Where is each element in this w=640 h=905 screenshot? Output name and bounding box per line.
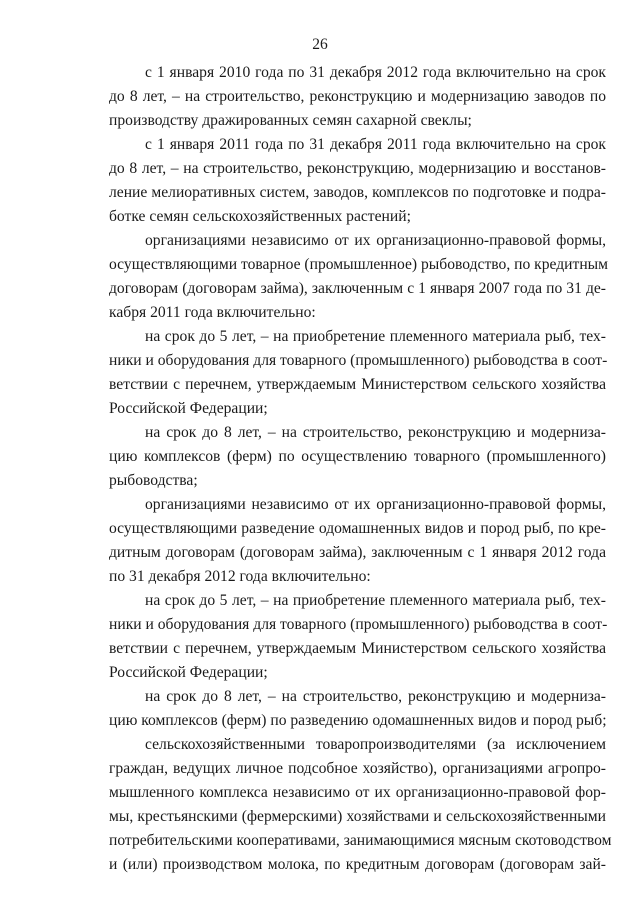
text-line: производству дражированных семян сахарной свеклы;	[109, 112, 472, 129]
document-body	[109, 61, 612, 877]
text-line: цию комплексов (ферм) по осуществлению товарного (промышленного)	[109, 448, 606, 465]
text-line: организациями независимо от их организационно-правовой формы,	[145, 232, 606, 249]
text-line: договорам (договорам займа), заключенным с 1 января 2007 года по 31 де-	[109, 280, 606, 297]
text-line: с 1 января 2011 года по 31 декабря 2011 года включительно на срок	[145, 136, 606, 153]
text-line: потребительскими кооперативами, занимающимися мясным скотоводством	[109, 832, 612, 849]
text-line: на срок до 5 лет, – на приобретение племенного материала рыб, тех-	[145, 592, 606, 609]
text-line: Российской Федерации;	[109, 664, 268, 681]
text-line: дитным договорам (договорам займа), заключенным с 1 января 2012 года	[109, 544, 606, 561]
text-line: до 8 лет, – на строительство, реконструкцию и модернизацию заводов по	[109, 88, 606, 105]
paragraph	[109, 325, 606, 421]
text-line: сельскохозяйственными товаропроизводителями (за исключением	[145, 736, 606, 753]
text-line: мы, крестьянскими (фермерскими) хозяйствами и сельскохозяйственными	[109, 808, 606, 825]
paragraph	[109, 493, 606, 589]
text-line: ники и оборудования для товарного (промышленного) рыбоводства в соот-	[109, 616, 608, 633]
paragraph	[109, 733, 612, 877]
text-line: ление мелиоративных систем, заводов, комплексов по подготовке и подра-	[109, 184, 606, 201]
text-line: ники и оборудования для товарного (промышленного) рыбоводства в соот-	[109, 352, 608, 369]
paragraph	[109, 133, 606, 229]
text-line: рыбоводства;	[109, 472, 198, 489]
page-number: 26	[312, 36, 328, 53]
paragraph	[109, 589, 606, 685]
paragraph	[109, 229, 609, 325]
text-line: до 8 лет, – на строительство, реконструкцию, модернизацию и восстанов-	[109, 160, 606, 177]
text-line: осуществляющими товарное (промышленное) рыбоводство, по кредитным	[109, 256, 609, 273]
text-line: цию комплексов (ферм) по разведению одомашненных видов и пород рыб;	[109, 712, 607, 729]
text-line: по 31 декабря 2012 года включительно:	[109, 568, 371, 585]
text-line: ветствии с перечнем, утверждаемым Министерством сельского хозяйства	[109, 640, 606, 657]
text-line: на срок до 8 лет, – на строительство, реконструкцию и модерниза-	[145, 424, 606, 441]
text-line: кабря 2011 года включительно:	[109, 304, 316, 321]
paragraph	[109, 61, 606, 133]
text-line: ботке семян сельскохозяйственных растений;	[109, 208, 411, 225]
text-line: и (или) производством молока, по кредитным договорам (договорам зай-	[109, 856, 606, 873]
paragraph	[109, 685, 606, 733]
text-line: с 1 января 2010 года по 31 декабря 2012 года включительно на срок	[145, 64, 606, 81]
text-line: на срок до 8 лет, – на строительство, реконструкцию и модерниза-	[145, 688, 606, 705]
text-line: граждан, ведущих личное подсобное хозяйство), организациями агропро-	[109, 760, 606, 777]
text-line: Российской Федерации;	[109, 400, 268, 417]
text-line: осуществляющими разведение одомашненных видов и пород рыб, по кре-	[109, 520, 606, 537]
text-line: организациями независимо от их организационно-правовой формы,	[145, 496, 606, 513]
text-line: мышленного комплекса независимо от их организационно-правовой фор-	[109, 784, 606, 801]
paragraph	[109, 421, 606, 493]
text-line: ветствии с перечнем, утверждаемым Министерством сельского хозяйства	[109, 376, 606, 393]
text-line: на срок до 5 лет, – на приобретение племенного материала рыб, тех-	[145, 328, 606, 345]
